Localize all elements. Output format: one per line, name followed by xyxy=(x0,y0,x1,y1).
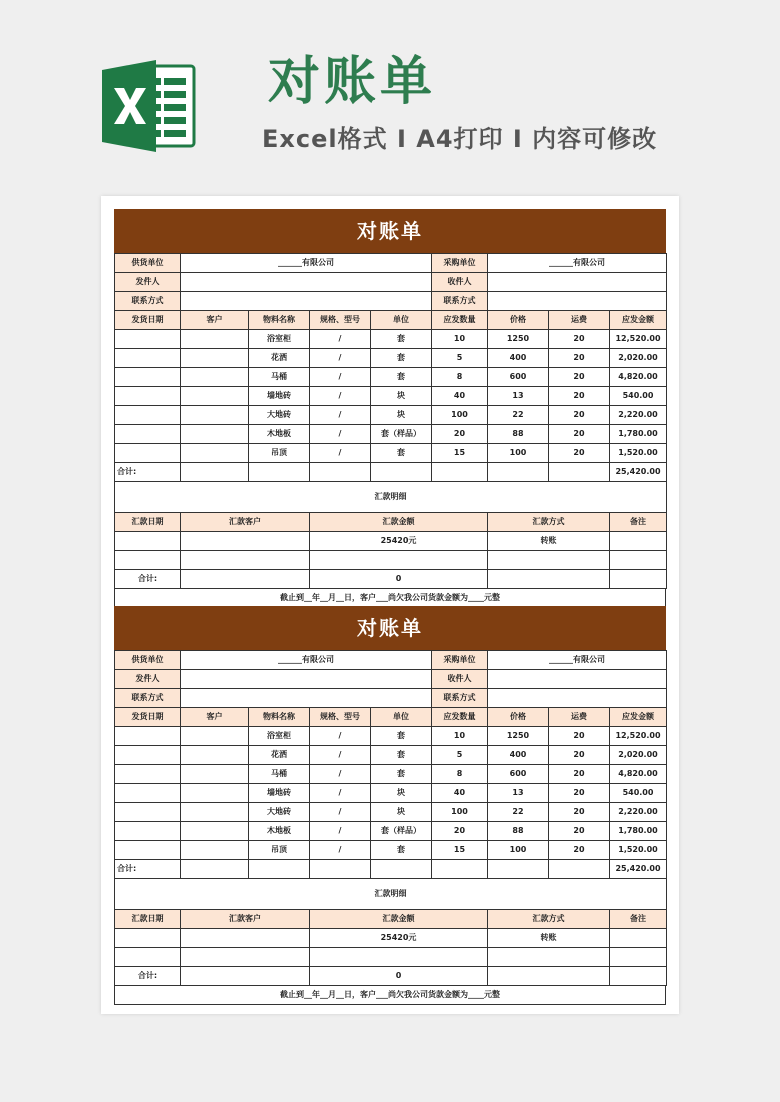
col-freight: 运费 xyxy=(549,708,610,727)
ship-date-cell[interactable] xyxy=(115,425,181,444)
supplier-row xyxy=(115,651,667,670)
col-remit-amount: 汇款金额 xyxy=(310,513,488,532)
sender-label: 发件人 xyxy=(115,273,181,292)
contact-row xyxy=(115,292,667,311)
column-header-row xyxy=(115,311,667,330)
remit-amount-cell[interactable]: 25420元 xyxy=(310,532,488,551)
ship-date-cell[interactable] xyxy=(115,746,181,765)
spec-cell[interactable]: / xyxy=(310,841,371,860)
customer-cell[interactable] xyxy=(181,349,249,368)
amount-cell[interactable]: 1,780.00 xyxy=(610,822,667,841)
price-cell[interactable]: 400 xyxy=(488,746,549,765)
table-row xyxy=(115,822,667,841)
remit-amount-cell[interactable]: 25420元 xyxy=(310,929,488,948)
col-ship-date: 发货日期 xyxy=(115,311,181,330)
col-amount: 应发金额 xyxy=(610,311,667,330)
amount-cell[interactable]: 1,520.00 xyxy=(610,444,667,463)
price-cell[interactable]: 88 xyxy=(488,822,549,841)
material-cell[interactable]: 大地砖 xyxy=(249,803,310,822)
receiver-label: 收件人 xyxy=(432,273,488,292)
quantity-cell[interactable]: 8 xyxy=(432,368,488,387)
table-row xyxy=(115,425,667,444)
receiver-field[interactable] xyxy=(488,273,667,292)
amount-cell[interactable]: 2,220.00 xyxy=(610,406,667,425)
col-remit-note: 备注 xyxy=(610,910,667,929)
spec-cell[interactable]: / xyxy=(310,368,371,387)
freight-cell[interactable]: 20 xyxy=(549,822,610,841)
amount-cell[interactable]: 4,820.00 xyxy=(610,765,667,784)
ship-date-cell[interactable] xyxy=(115,803,181,822)
unit-cell[interactable]: 套 xyxy=(371,330,432,349)
spec-cell[interactable]: / xyxy=(310,406,371,425)
freight-cell[interactable]: 20 xyxy=(549,784,610,803)
remit-title-row xyxy=(115,482,667,513)
price-cell[interactable]: 1250 xyxy=(488,330,549,349)
spec-cell[interactable]: / xyxy=(310,727,371,746)
customer-cell[interactable] xyxy=(181,841,249,860)
unit-cell[interactable]: 套（样品） xyxy=(371,425,432,444)
table-row xyxy=(115,841,667,860)
remit-title: 汇款明细 xyxy=(115,482,667,513)
spec-cell[interactable]: / xyxy=(310,444,371,463)
customer-cell[interactable] xyxy=(181,406,249,425)
unit-cell[interactable]: 块 xyxy=(371,784,432,803)
freight-cell[interactable]: 20 xyxy=(549,387,610,406)
col-unit: 单位 xyxy=(371,708,432,727)
quantity-cell[interactable]: 20 xyxy=(432,822,488,841)
ship-date-cell[interactable] xyxy=(115,444,181,463)
remit-total-row xyxy=(115,570,667,589)
sheet-banner-title: 对账单 xyxy=(114,209,666,253)
ship-date-cell[interactable] xyxy=(115,765,181,784)
remit-table xyxy=(114,879,667,986)
col-remit-customer: 汇款客户 xyxy=(181,910,310,929)
sheet-banner-title: 对账单 xyxy=(114,606,666,650)
material-cell[interactable]: 木地板 xyxy=(249,425,310,444)
total-row xyxy=(115,463,667,482)
quantity-cell[interactable]: 15 xyxy=(432,841,488,860)
price-cell[interactable]: 22 xyxy=(488,406,549,425)
col-customer: 客户 xyxy=(181,708,249,727)
customer-cell[interactable] xyxy=(181,803,249,822)
total-amount[interactable]: 25,420.00 xyxy=(610,463,667,482)
price-cell[interactable]: 600 xyxy=(488,765,549,784)
amount-cell[interactable]: 2,020.00 xyxy=(610,349,667,368)
remit-total-label: 合计: xyxy=(115,570,181,589)
freight-cell[interactable]: 20 xyxy=(549,444,610,463)
contact-field-2[interactable] xyxy=(488,689,667,708)
material-cell[interactable]: 墙地砖 xyxy=(249,387,310,406)
price-cell[interactable]: 100 xyxy=(488,841,549,860)
material-cell[interactable]: 花洒 xyxy=(249,349,310,368)
amount-cell[interactable]: 12,520.00 xyxy=(610,330,667,349)
col-amount: 应发金额 xyxy=(610,708,667,727)
quantity-cell[interactable]: 8 xyxy=(432,765,488,784)
supplier-label: 供货单位 xyxy=(115,254,181,273)
table-row xyxy=(115,727,667,746)
freight-cell[interactable]: 20 xyxy=(549,368,610,387)
page-title: 对账单 xyxy=(268,52,437,112)
sender-row xyxy=(115,273,667,292)
contact-label: 联系方式 xyxy=(115,689,181,708)
customer-cell[interactable] xyxy=(181,822,249,841)
buyer-field[interactable]: ______有限公司 xyxy=(488,254,667,273)
spec-cell[interactable]: / xyxy=(310,784,371,803)
col-spec: 规格、型号 xyxy=(310,311,371,330)
customer-cell[interactable] xyxy=(181,765,249,784)
col-freight: 运费 xyxy=(549,311,610,330)
quantity-cell[interactable]: 5 xyxy=(432,746,488,765)
material-cell[interactable]: 大地砖 xyxy=(249,406,310,425)
ship-date-cell[interactable] xyxy=(115,822,181,841)
unit-cell[interactable]: 套 xyxy=(371,444,432,463)
material-cell[interactable]: 吊顶 xyxy=(249,841,310,860)
unit-cell[interactable]: 套 xyxy=(371,841,432,860)
material-cell[interactable]: 马桶 xyxy=(249,368,310,387)
ship-date-cell[interactable] xyxy=(115,387,181,406)
contact-row xyxy=(115,689,667,708)
remit-row xyxy=(115,929,667,948)
col-unit: 单位 xyxy=(371,311,432,330)
freight-cell[interactable]: 20 xyxy=(549,727,610,746)
amount-cell[interactable]: 1,520.00 xyxy=(610,841,667,860)
material-cell[interactable]: 吊顶 xyxy=(249,444,310,463)
unit-cell[interactable]: 套 xyxy=(371,368,432,387)
col-quantity: 应发数量 xyxy=(432,311,488,330)
customer-cell[interactable] xyxy=(181,330,249,349)
freight-cell[interactable]: 20 xyxy=(549,406,610,425)
remit-total-row xyxy=(115,967,667,986)
col-remit-amount: 汇款金额 xyxy=(310,910,488,929)
quantity-cell[interactable]: 10 xyxy=(432,330,488,349)
customer-cell[interactable] xyxy=(181,387,249,406)
column-header-row xyxy=(115,708,667,727)
remit-title: 汇款明细 xyxy=(115,879,667,910)
quantity-cell[interactable]: 10 xyxy=(432,727,488,746)
spec-cell[interactable]: / xyxy=(310,330,371,349)
col-ship-date: 发货日期 xyxy=(115,708,181,727)
contact-field[interactable] xyxy=(181,292,432,311)
unit-cell[interactable]: 套 xyxy=(371,349,432,368)
statement-table xyxy=(114,650,667,879)
table-row xyxy=(115,330,667,349)
total-label: 合计: xyxy=(115,463,181,482)
price-cell[interactable]: 22 xyxy=(488,803,549,822)
footer-note: 截止到__年__月__日，客户___尚欠我公司货款金额为____元整 xyxy=(114,986,666,1005)
unit-cell[interactable]: 套 xyxy=(371,765,432,784)
remit-row xyxy=(115,551,667,570)
ship-date-cell[interactable] xyxy=(115,406,181,425)
customer-cell[interactable] xyxy=(181,727,249,746)
total-row xyxy=(115,860,667,879)
sender-row xyxy=(115,670,667,689)
material-cell[interactable]: 马桶 xyxy=(249,765,310,784)
table-row xyxy=(115,406,667,425)
material-cell[interactable]: 花洒 xyxy=(249,746,310,765)
customer-cell[interactable] xyxy=(181,425,249,444)
freight-cell[interactable]: 20 xyxy=(549,803,610,822)
ship-date-cell[interactable] xyxy=(115,368,181,387)
amount-cell[interactable]: 1,780.00 xyxy=(610,425,667,444)
customer-cell[interactable] xyxy=(181,444,249,463)
page-subtitle: Excel格式 I A4打印 I 内容可修改 xyxy=(262,125,658,153)
unit-cell[interactable]: 套（样品） xyxy=(371,822,432,841)
freight-cell[interactable]: 20 xyxy=(549,746,610,765)
remit-method-cell[interactable]: 转账 xyxy=(488,532,610,551)
spec-cell[interactable]: / xyxy=(310,822,371,841)
table-row xyxy=(115,387,667,406)
col-spec: 规格、型号 xyxy=(310,708,371,727)
remit-header-row xyxy=(115,513,667,532)
statement-sheet-2 xyxy=(114,606,666,1005)
contact-field-2[interactable] xyxy=(488,292,667,311)
supplier-label: 供货单位 xyxy=(115,651,181,670)
table-row xyxy=(115,784,667,803)
quantity-cell[interactable]: 100 xyxy=(432,803,488,822)
material-cell[interactable]: 浴室柜 xyxy=(249,727,310,746)
col-customer: 客户 xyxy=(181,311,249,330)
freight-cell[interactable]: 20 xyxy=(549,841,610,860)
supplier-field[interactable]: ______有限公司 xyxy=(181,254,432,273)
amount-cell[interactable]: 2,020.00 xyxy=(610,746,667,765)
col-remit-customer: 汇款客户 xyxy=(181,513,310,532)
price-cell[interactable]: 100 xyxy=(488,444,549,463)
quantity-cell[interactable]: 40 xyxy=(432,387,488,406)
contact-label: 联系方式 xyxy=(115,292,181,311)
price-cell[interactable]: 400 xyxy=(488,349,549,368)
buyer-label: 采购单位 xyxy=(432,254,488,273)
col-material: 物料名称 xyxy=(249,311,310,330)
unit-cell[interactable]: 套 xyxy=(371,727,432,746)
quantity-cell[interactable]: 20 xyxy=(432,425,488,444)
customer-cell[interactable] xyxy=(181,368,249,387)
ship-date-cell[interactable] xyxy=(115,727,181,746)
price-cell[interactable]: 88 xyxy=(488,425,549,444)
table-row xyxy=(115,803,667,822)
spec-cell[interactable]: / xyxy=(310,803,371,822)
remit-total-value[interactable]: 0 xyxy=(310,570,488,589)
buyer-label: 采购单位 xyxy=(432,651,488,670)
quantity-cell[interactable]: 100 xyxy=(432,406,488,425)
price-cell[interactable]: 1250 xyxy=(488,727,549,746)
col-remit-date: 汇款日期 xyxy=(115,513,181,532)
footer-note: 截止到__年__月__日，客户___尚欠我公司货款金额为____元整 xyxy=(114,589,666,608)
spec-cell[interactable]: / xyxy=(310,349,371,368)
table-row xyxy=(115,765,667,784)
remit-total-label: 合计: xyxy=(115,967,181,986)
amount-cell[interactable]: 2,220.00 xyxy=(610,803,667,822)
price-cell[interactable]: 13 xyxy=(488,784,549,803)
price-cell[interactable]: 600 xyxy=(488,368,549,387)
total-amount[interactable]: 25,420.00 xyxy=(610,860,667,879)
statement-table xyxy=(114,253,667,482)
col-remit-method: 汇款方式 xyxy=(488,513,610,532)
remit-method-cell[interactable]: 转账 xyxy=(488,929,610,948)
amount-cell[interactable]: 4,820.00 xyxy=(610,368,667,387)
ship-date-cell[interactable] xyxy=(115,784,181,803)
remit-row xyxy=(115,532,667,551)
col-price: 价格 xyxy=(488,708,549,727)
table-row xyxy=(115,368,667,387)
amount-cell[interactable]: 540.00 xyxy=(610,784,667,803)
receiver-field[interactable] xyxy=(488,670,667,689)
contact-label-2: 联系方式 xyxy=(432,689,488,708)
contact-field[interactable] xyxy=(181,689,432,708)
freight-cell[interactable]: 20 xyxy=(549,765,610,784)
col-remit-method: 汇款方式 xyxy=(488,910,610,929)
unit-cell[interactable]: 块 xyxy=(371,406,432,425)
remit-total-value[interactable]: 0 xyxy=(310,967,488,986)
table-row xyxy=(115,444,667,463)
spec-cell[interactable]: / xyxy=(310,765,371,784)
freight-cell[interactable]: 20 xyxy=(549,349,610,368)
col-price: 价格 xyxy=(488,311,549,330)
sender-field[interactable] xyxy=(181,273,432,292)
ship-date-cell[interactable] xyxy=(115,841,181,860)
spec-cell[interactable]: / xyxy=(310,387,371,406)
sender-label: 发件人 xyxy=(115,670,181,689)
amount-cell[interactable]: 12,520.00 xyxy=(610,727,667,746)
supplier-field[interactable]: ______有限公司 xyxy=(181,651,432,670)
material-cell[interactable]: 墙地砖 xyxy=(249,784,310,803)
supplier-row xyxy=(115,254,667,273)
table-row xyxy=(115,746,667,765)
quantity-cell[interactable]: 40 xyxy=(432,784,488,803)
document-paper xyxy=(101,196,679,1014)
price-cell[interactable]: 13 xyxy=(488,387,549,406)
col-remit-note: 备注 xyxy=(610,513,667,532)
remit-table xyxy=(114,482,667,589)
remit-row xyxy=(115,948,667,967)
buyer-field[interactable]: ______有限公司 xyxy=(488,651,667,670)
col-quantity: 应发数量 xyxy=(432,708,488,727)
col-remit-date: 汇款日期 xyxy=(115,910,181,929)
excel-logo-icon xyxy=(100,58,198,154)
table-row xyxy=(115,349,667,368)
material-cell[interactable]: 浴室柜 xyxy=(249,330,310,349)
spec-cell[interactable]: / xyxy=(310,425,371,444)
receiver-label: 收件人 xyxy=(432,670,488,689)
remit-header-row xyxy=(115,910,667,929)
quantity-cell[interactable]: 15 xyxy=(432,444,488,463)
unit-cell[interactable]: 块 xyxy=(371,803,432,822)
contact-label-2: 联系方式 xyxy=(432,292,488,311)
sender-field[interactable] xyxy=(181,670,432,689)
freight-cell[interactable]: 20 xyxy=(549,330,610,349)
remit-title-row xyxy=(115,879,667,910)
ship-date-cell[interactable] xyxy=(115,330,181,349)
quantity-cell[interactable]: 5 xyxy=(432,349,488,368)
amount-cell[interactable]: 540.00 xyxy=(610,387,667,406)
freight-cell[interactable]: 20 xyxy=(549,425,610,444)
customer-cell[interactable] xyxy=(181,746,249,765)
statement-sheet-1 xyxy=(114,209,666,608)
col-material: 物料名称 xyxy=(249,708,310,727)
unit-cell[interactable]: 块 xyxy=(371,387,432,406)
ship-date-cell[interactable] xyxy=(115,349,181,368)
customer-cell[interactable] xyxy=(181,784,249,803)
material-cell[interactable]: 木地板 xyxy=(249,822,310,841)
total-label: 合计: xyxy=(115,860,181,879)
unit-cell[interactable]: 套 xyxy=(371,746,432,765)
spec-cell[interactable]: / xyxy=(310,746,371,765)
